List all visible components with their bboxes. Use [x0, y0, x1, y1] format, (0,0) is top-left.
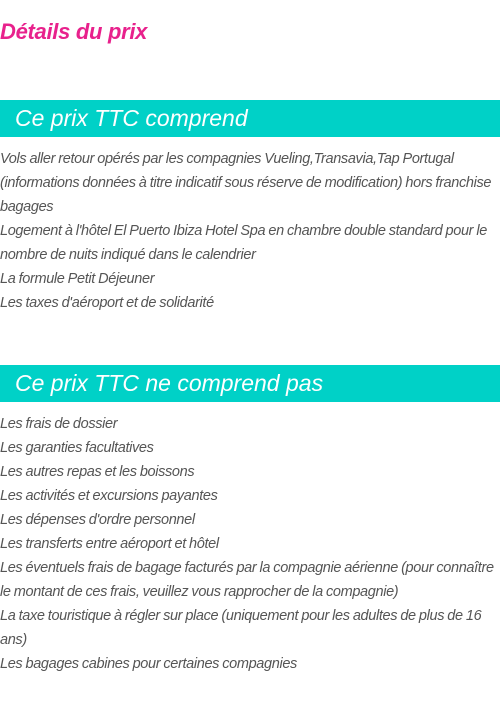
excluded-item: Les activités et excursions payantes — [0, 488, 218, 504]
included-item: Logement à l'hôtel El Puerto Ibiza Hotel Spa en chambre double standard pour le nombre de nuits indiqué dans le calendrier — [0, 223, 487, 263]
excluded-section-header: Ce prix TTC ne comprend pas — [0, 365, 500, 402]
page-title: Détails du prix — [0, 19, 148, 44]
included-list — [0, 147, 500, 315]
excluded-item: Les dépenses d'ordre personnel — [0, 512, 195, 528]
excluded-item: Les transferts entre aéroport et hôtel — [0, 536, 219, 552]
excluded-item: Les éventuels frais de bagage facturés par la compagnie aérienne (pour connaître le montant de ces frais, veuillez vous rapprocher de la compagnie) — [0, 560, 494, 600]
excluded-item: Les bagages cabines pour certaines compagnies — [0, 656, 297, 672]
excluded-list — [0, 412, 500, 676]
excluded-item: La taxe touristique à régler sur place (uniquement pour les adultes de plus de 16 ans) — [0, 608, 482, 648]
excluded-item: Les autres repas et les boissons — [0, 464, 195, 480]
excluded-item: Les frais de dossier — [0, 416, 118, 432]
included-item: Les taxes d'aéroport et de solidarité — [0, 295, 214, 311]
included-item: La formule Petit Déjeuner — [0, 271, 155, 287]
included-item: Vols aller retour opérés par les compagnies Vueling,Transavia,Tap Portugal (informations données à titre indicatif sous réserve de modification) hors franchise bagages — [0, 151, 492, 215]
included-section-header: Ce prix TTC comprend — [0, 100, 500, 137]
excluded-item: Les garanties facultatives — [0, 440, 154, 456]
